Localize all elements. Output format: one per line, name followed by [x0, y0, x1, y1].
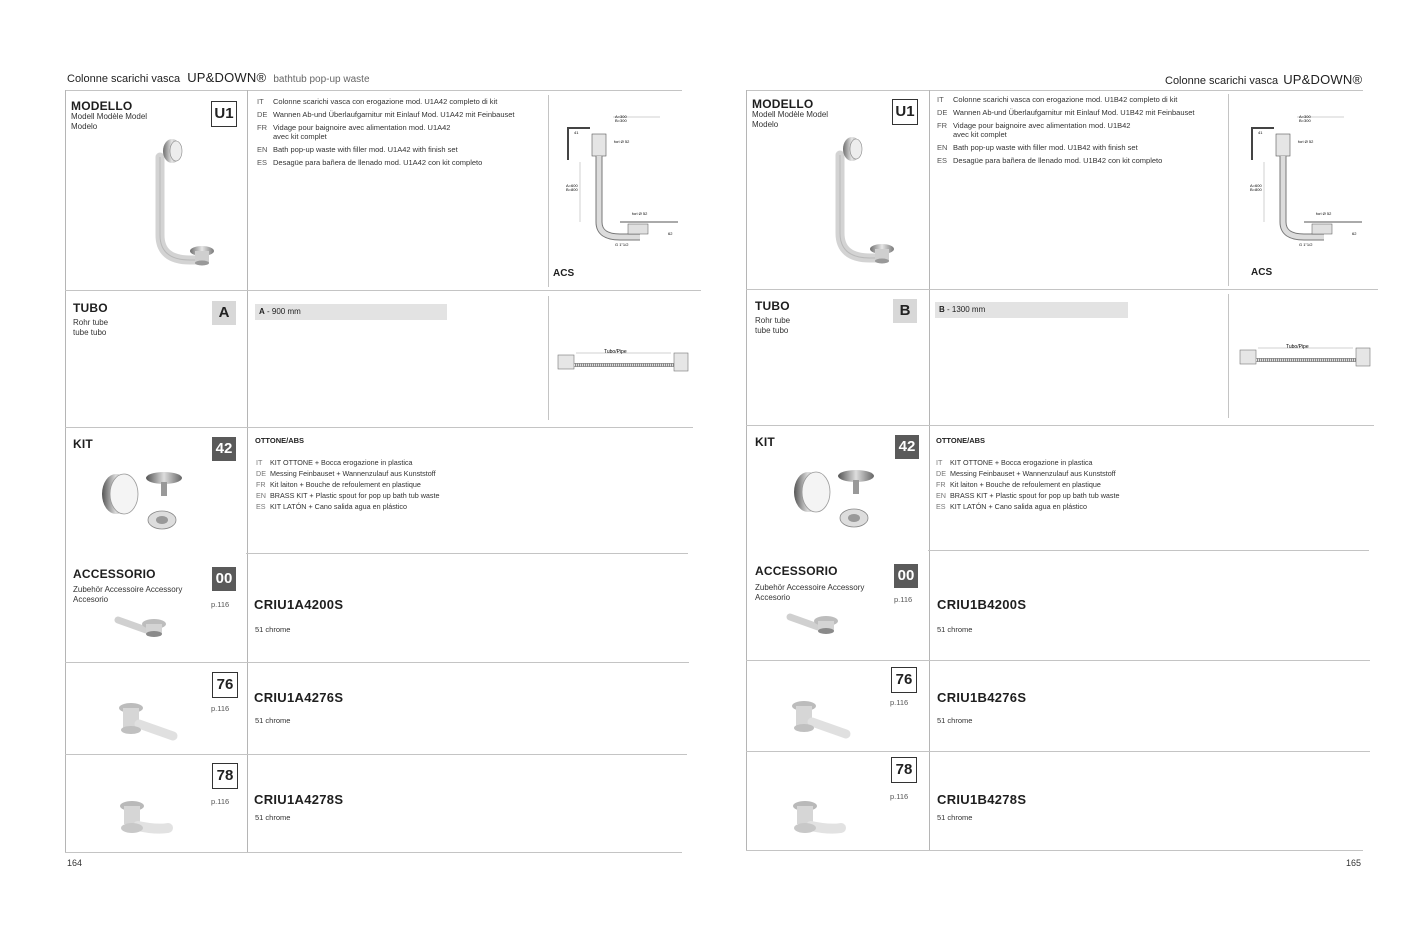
dim-side-a-right: A=600 [1250, 183, 1262, 188]
tubo-sub2: tube tubo [73, 328, 107, 337]
modello-title-right: MODELLO [752, 97, 814, 111]
tubo-sub1-right: Rohr tube [755, 316, 791, 325]
product-finish-00-right: 51 chrome [937, 625, 973, 634]
kit-material: OTTONE/ABS [255, 436, 305, 445]
accessory-code-78-right: 78 [891, 757, 917, 783]
accessorio-title: ACCESSORIO [73, 567, 156, 581]
kit-title: KIT [73, 437, 93, 451]
row-rule-4-right [746, 660, 1370, 661]
siphon-illustration-76-right [786, 700, 852, 742]
product-finish-00: 51 chrome [255, 625, 291, 634]
dim-62-right: 62 [1352, 231, 1357, 236]
dim-fori-bottom: fori Ø 52 [632, 211, 648, 216]
accessory-code-76-right: 76 [891, 667, 917, 693]
modello-sub1: Modell Modèle Model [71, 112, 148, 121]
tubo-sub2-right: tube tubo [755, 326, 789, 335]
accessory-code-badge: 00 [212, 567, 236, 591]
kit-en: EN BRASS KIT + Plastic spout for pop up bath tub waste [256, 491, 440, 500]
product-code-78: CRIU1A4278S [254, 792, 344, 807]
row-rule-2-right [746, 425, 1374, 426]
desc-fr-cont: avec kit complet [273, 132, 327, 141]
dim-62: 62 [668, 231, 673, 236]
tube-code-badge: A [212, 301, 236, 325]
dim-41-right: 41 [1258, 130, 1263, 135]
tubo-title: TUBO [73, 301, 108, 315]
desc-es: ES Desagüe para bañera de llenado mod. U1A42 con kit completo [257, 158, 483, 167]
page-number-right: 165 [1346, 858, 1362, 868]
desc-es-right: ES Desagüe para bañera de llenado mod. U1B42 con kit completo [937, 156, 1163, 165]
dim-a: A=300 [615, 114, 627, 119]
kit-fr: FR Kit laiton + Bouche de refoulement en plastique [256, 480, 421, 489]
kit-description-right [936, 457, 1119, 512]
model-description-right [937, 94, 1195, 166]
pipe-label: Tubo/Pipe [604, 349, 627, 355]
header-title-right: Colonne scarichi vasca [1165, 75, 1279, 87]
kit-fr-right: FR Kit laiton + Bouche de refoulement en plastique [936, 480, 1101, 489]
product-code-76-right: CRIU1B4276S [937, 690, 1027, 705]
row-rule-3-right [928, 550, 1369, 551]
siphon-illustration-78-right [789, 800, 849, 844]
desc-de: DE Wannen Ab-und Überlaufgarnitur mit Einlauf Mod. U1A42 mit Feinbauset [257, 110, 515, 119]
tubo-subtitle-right [755, 316, 790, 336]
accessorio-title-right: ACCESSORIO [755, 564, 838, 578]
dim-fori-top: fori Ø 52 [614, 139, 630, 144]
kit-en-right: EN BRASS KIT + Plastic spout for pop up bath tub waste [936, 491, 1120, 500]
tube-length-bar-right [935, 302, 1128, 318]
product-finish-76: 51 chrome [255, 716, 291, 725]
product-code-76: CRIU1A4276S [254, 690, 344, 705]
pipe-divider-right [1228, 294, 1229, 418]
drawing-divider-right [1228, 94, 1229, 286]
tubo-title-right: TUBO [755, 299, 790, 313]
kit-code-badge-right: 42 [895, 435, 919, 459]
accessory-page-ref-78-right: p.116 [890, 792, 909, 801]
product-finish-78: 51 chrome [255, 813, 291, 822]
modello-subtitle-right [752, 110, 828, 130]
accessorio-sub1: Zubehör Accessoire Accessory [73, 585, 183, 594]
accessory-page-ref-78: p.116 [211, 797, 230, 806]
dim-thread: G 1"1/2 [615, 242, 629, 247]
accessorio-sub2: Accesorio [73, 595, 109, 604]
pipe-illustration-right [1238, 340, 1372, 374]
accessory-page-ref: p.116 [211, 600, 230, 609]
tube-code-badge-right: B [893, 299, 917, 323]
kit-de-right: DE Messing Feinbauset + Wannenzulauf aus Kunststoff [936, 469, 1116, 478]
row-rule-1-right [746, 289, 1378, 290]
kit-es: ES KIT LATÓN + Cano salida agua en plástico [256, 502, 407, 511]
page-header-right [1165, 72, 1362, 87]
dim-b: B=300 [615, 118, 627, 123]
product-finish-76-right: 51 chrome [937, 716, 973, 725]
kit-de: DE Messing Feinbauset + Wannenzulauf aus Kunststoff [256, 469, 436, 478]
desc-it-right: IT Colonne scarichi vasca con erogazione mod. U1B42 completo di kit [937, 95, 1178, 104]
accessory-page-ref-76: p.116 [211, 704, 230, 713]
technical-drawing-right [1244, 112, 1364, 252]
header-title: Colonne scarichi vasca [67, 73, 181, 85]
product-code-00-right: CRIU1B4200S [937, 597, 1027, 612]
desc-fr: FR Vidage pour baignoire avec alimentation mod. U1A42 [257, 123, 451, 132]
kit-title-right: KIT [755, 435, 775, 449]
accessorio-sub1-right: Zubehör Accessoire Accessory [755, 583, 865, 592]
product-finish-78-right: 51 chrome [937, 813, 973, 822]
dim-side-a: A=600 [566, 183, 578, 188]
dim-fori-top-right: fori Ø 52 [1298, 139, 1314, 144]
model-code-badge: U1 [211, 101, 237, 127]
accessory-illustration-right [788, 609, 848, 639]
kit-it-right: IT KIT OTTONE + Bocca erogazione in plastica [936, 458, 1093, 467]
desc-fr-cont-right: avec kit complet [953, 130, 1007, 139]
accessory-code-78: 78 [212, 763, 238, 789]
accessory-code-badge-right: 00 [894, 564, 918, 588]
desc-en: EN Bath pop-up waste with filler mod. U1A42 with finish set [257, 145, 458, 154]
kit-es-right: ES KIT LATÓN + Cano salida agua en plástico [936, 502, 1087, 511]
dim-a-right: A=300 [1299, 114, 1311, 119]
dim-side-b-right: B=800 [1250, 187, 1262, 192]
accessory-page-ref-76-right: p.116 [890, 698, 909, 707]
product-code-00: CRIU1A4200S [254, 597, 344, 612]
dim-41: 41 [574, 130, 579, 135]
product-code-78-right: CRIU1B4278S [937, 792, 1027, 807]
tube-length-value: - 900 mm [267, 307, 301, 316]
model-code-badge-right: U1 [892, 99, 918, 125]
waste-column-illustration-right [830, 133, 900, 273]
bottom-rule-right [746, 850, 1363, 851]
accessorio-subtitle-right [755, 583, 864, 603]
desc-en-right: EN Bath pop-up waste with filler mod. U1B42 with finish set [937, 143, 1138, 152]
accessorio-sub2-right: Accesorio [755, 593, 791, 602]
desc-it: IT Colonne scarichi vasca con erogazione mod. U1A42 completo di kit [257, 97, 498, 106]
tube-length-code: A [259, 307, 265, 316]
modello-title: MODELLO [71, 99, 133, 113]
desc-fr-right: FR Vidage pour baignoire avec alimentation mod. U1B42 [937, 121, 1131, 130]
header-subtitle: bathtub pop-up waste [273, 74, 370, 85]
kit-code-badge: 42 [212, 437, 236, 461]
header-brand-right: UP&DOWN® [1283, 72, 1363, 87]
accessory-code-76: 76 [212, 672, 238, 698]
modello-sub1-right: Modell Modèle Model [752, 110, 829, 119]
kit-it: IT KIT OTTONE + Bocca erogazione in plastica [256, 458, 413, 467]
modello-sub2-right: Modelo [752, 120, 779, 129]
kit-illustration-right [792, 466, 882, 538]
accessory-page-ref-right: p.116 [894, 595, 913, 604]
tubo-sub1: Rohr tube [73, 318, 109, 327]
tube-length-value-right: - 1300 mm [947, 305, 986, 314]
row-rule-5-right [746, 751, 1370, 752]
acs-label-right: ACS [1251, 267, 1273, 278]
tube-length-code-right: B [939, 305, 945, 314]
modello-sub2: Modelo [71, 122, 98, 131]
header-brand: UP&DOWN® [187, 70, 267, 85]
desc-de-right: DE Wannen Ab-und Überlaufgarnitur mit Einlauf Mod. U1B42 mit Feinbauset [937, 108, 1195, 117]
dim-thread-right: G 1"1/2 [1299, 242, 1313, 247]
dim-side-b: B=800 [566, 187, 578, 192]
kit-material-right: OTTONE/ABS [936, 436, 986, 445]
dim-b-right: B=300 [1299, 118, 1311, 123]
acs-label: ACS [553, 268, 575, 279]
dim-fori-bottom-right: fori Ø 52 [1316, 211, 1332, 216]
page-number: 164 [67, 858, 83, 868]
pipe-label-right: Tubo/Pipe [1286, 344, 1309, 350]
